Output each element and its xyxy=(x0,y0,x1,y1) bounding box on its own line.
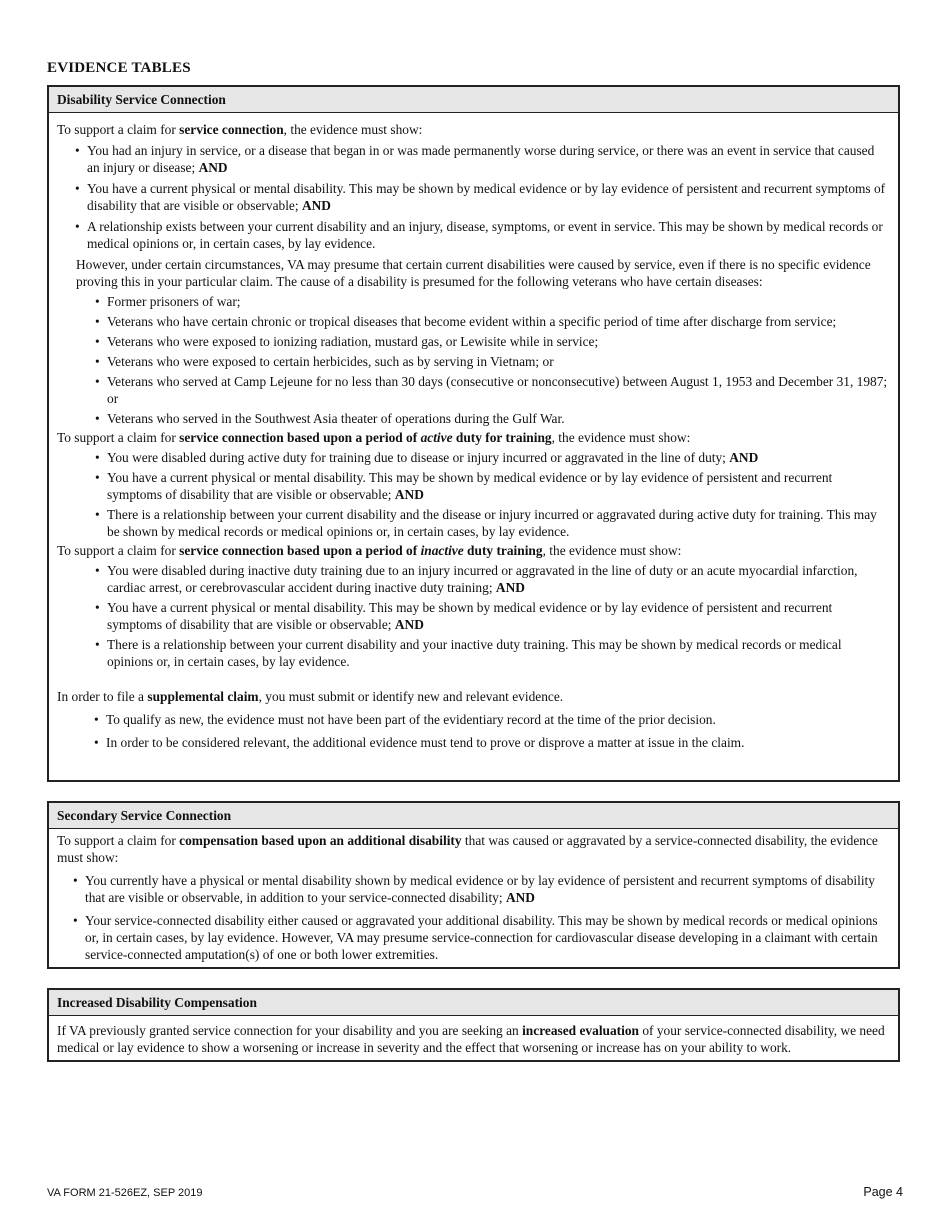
service-connection-requirements xyxy=(57,142,890,252)
list-item: • You were disabled during inactive duty training due to an injury incurred or aggravated in the line of duty or an acute myocardial infarction, cardiac arrest, or cerebrovascular accident during inactive duty training; AND xyxy=(107,562,890,596)
list-item: • You were disabled during active duty for training due to disease or injury incurred or aggravated in the line of duty; AND xyxy=(107,449,890,466)
section-title: Disability Service Connection xyxy=(49,87,898,113)
secondary-service-connection-table xyxy=(47,801,900,969)
list-item: • To qualify as new, the evidence must not have been part of the evidentiary record at the time of the prior decision. xyxy=(106,711,890,728)
service-connection-intro: To support a claim for service connection, the evidence must show: xyxy=(57,122,423,137)
list-item: • You have a current physical or mental disability. This may be shown by medical evidence or by lay evidence of persistent and recurrent symptoms of disability that are visible or observable; AND xyxy=(107,469,890,503)
list-item: • You have a current physical or mental disability. This may be shown by medical evidence or by lay evidence of persistent and recurrent symptoms of disability that are visible or observable; AND xyxy=(87,180,890,214)
page-number: Page 4 xyxy=(863,1185,903,1199)
inactive-duty-requirements xyxy=(57,562,890,670)
list-item: • Veterans who have certain chronic or tropical diseases that become evident within a specific period of time after discharge from service; xyxy=(107,313,890,330)
list-item: • Your service-connected disability either caused or aggravated your additional disability. This may be shown by medical records or medical opinions or, in certain cases, by lay evidence. However, VA may presume service-connection for cardiovascular disease developing in a claimant with certain service-connected amputation(s) of one or both lower extremities. xyxy=(85,912,890,963)
active-duty-intro: To support a claim for service connection based upon a period of active duty for training, the evidence must show: xyxy=(57,430,691,445)
section-body xyxy=(49,113,898,751)
increased-evaluation-text: If VA previously granted service connection for your disability and you are seeking an increased evaluation of your service-connected disability, we need medical or lay evidence to show a worsening or increase in severity and the effect that worsening or increase has on your ability to work. xyxy=(57,1023,885,1055)
section-title: Increased Disability Compensation xyxy=(49,990,898,1016)
page-heading: EVIDENCE TABLES xyxy=(47,60,191,76)
list-item: • There is a relationship between your current disability and the disease or injury incurred or aggravated during active duty for training. This may be shown by medical records or medical opinions or, in certain cases, by lay evidence. xyxy=(107,506,890,540)
list-item: • In order to be considered relevant, the additional evidence must tend to prove or disprove a matter at issue in the claim. xyxy=(106,734,890,751)
list-item: • Veterans who were exposed to certain herbicides, such as by serving in Vietnam; or xyxy=(107,353,890,370)
list-item: • Veterans who served at Camp Lejeune for no less than 30 days (consecutive or nonconsecutive) between August 1, 1953 and December 31, 1987; or xyxy=(107,373,890,407)
supplemental-claim-intro: In order to file a supplemental claim, you must submit or identify new and relevant evidence. xyxy=(57,689,564,704)
list-item: • Former prisoners of war; xyxy=(107,293,890,310)
list-item: • You currently have a physical or mental disability shown by medical evidence or by lay evidence of persistent and recurrent symptoms of disability that are visible or observable, in addition to your service-connected disability; AND xyxy=(85,872,890,906)
active-duty-requirements xyxy=(57,449,890,540)
section-title: Secondary Service Connection xyxy=(49,803,898,829)
list-item: • Veterans who were exposed to ionizing radiation, mustard gas, or Lewisite while in service; xyxy=(107,333,890,350)
section-body xyxy=(49,1016,898,1056)
increased-disability-compensation-table xyxy=(47,988,900,1062)
list-item: • A relationship exists between your current disability and an injury, disease, symptoms, or event in service. This may be shown by medical records or medical opinions or, in certain cases, by lay evidence. xyxy=(87,218,890,252)
supplemental-claim-requirements xyxy=(57,711,890,751)
list-item: • There is a relationship between your current disability and your inactive duty training. This may be shown by medical records or medical opinions or, in certain cases, by lay evidence. xyxy=(107,636,890,670)
disability-service-connection-table xyxy=(47,85,900,782)
secondary-intro: To support a claim for compensation based upon an additional disability that was caused or aggravated by a service-connected disability, the evidence must show: xyxy=(57,833,878,865)
secondary-requirements xyxy=(57,872,890,963)
presumption-paragraph: However, under certain circumstances, VA may presume that certain current disabilities were caused by service, even if there is no specific evidence proving this in your particular claim. The cause of a disability is presumed for the following veterans who have certain diseases: xyxy=(76,257,871,289)
list-item: • You had an injury in service, or a disease that began in or was made permanently worse during service, or there was an event in service that caused an injury or disease; AND xyxy=(87,142,890,176)
presumed-veterans-list xyxy=(57,293,890,427)
section-body xyxy=(49,829,898,963)
inactive-duty-intro: To support a claim for service connection based upon a period of inactive duty training, the evidence must show: xyxy=(57,543,682,558)
form-number: VA FORM 21-526EZ, SEP 2019 xyxy=(47,1187,203,1199)
list-item: • You have a current physical or mental disability. This may be shown by medical evidence or by lay evidence of persistent and recurrent symptoms of disability that are visible or observable; AND xyxy=(107,599,890,633)
list-item: • Veterans who served in the Southwest Asia theater of operations during the Gulf War. xyxy=(107,410,890,427)
